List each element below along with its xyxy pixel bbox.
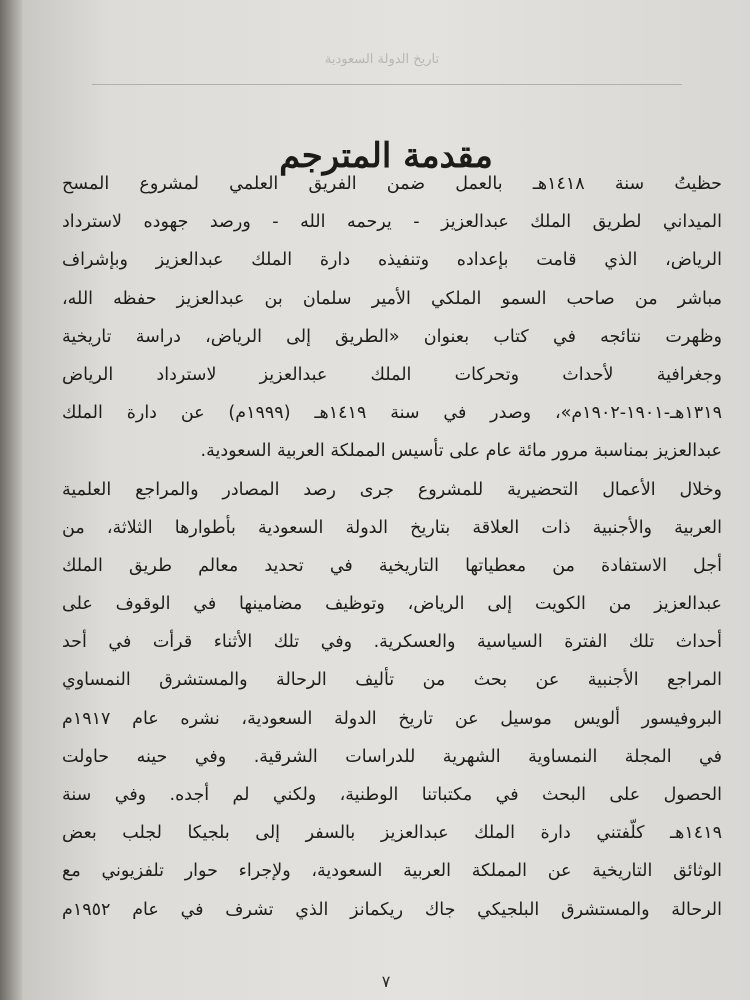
text-line: وخلال الأعمال التحضيرية للمشروع جرى رصد المصادر والمراجع العلمية xyxy=(62,479,722,500)
book-page xyxy=(22,0,750,1000)
text-line: وظهرت نتائجه في كتاب بعنوان «الطريق إلى الرياض، دراسة تاريخية xyxy=(62,326,722,347)
text-line: الرحالة والمستشرق البلجيكي جاك ريكمانز الذي تشرف في عام ١٩٥٢م xyxy=(62,899,722,920)
text-line: أحداث تلك الفترة السياسية والعسكرية. وفي تلك الأثناء قرأت في أحد xyxy=(62,632,722,653)
page-number: ٧ xyxy=(381,972,391,991)
text-line: وجغرافية لأحداث وتحركات الملك عبدالعزيز لاسترداد الرياض xyxy=(62,364,722,385)
text-line: عبدالعزيز بمناسبة مرور مائة عام على تأسيس المملكة العربية السعودية. xyxy=(200,441,722,462)
text-line: حظيتُ سنة ١٤١٨هـ بالعمل ضمن الفريق العلمي لمشروع المسح xyxy=(62,174,722,194)
header-rule xyxy=(92,84,682,85)
running-header: تاريخ الدولة السعودية xyxy=(324,52,440,67)
text-line: العربية والأجنبية ذات العلاقة بتاريخ الدولة السعودية بأطوارها الثلاثة، من xyxy=(62,517,722,538)
text-line: ١٤١٩هـ كلّفتني دارة الملك عبدالعزيز بالسفر إلى بلجيكا لجلب بعض xyxy=(62,823,722,844)
text-line: الرياض، الذي قامت بإعداده وتنفيذه دارة الملك عبدالعزيز وبإشراف xyxy=(62,250,722,271)
text-line: عبدالعزيز من الكويت إلى الرياض، وتوظيف مضامينها في الوقوف على xyxy=(62,594,722,615)
text-line: أجل الاستفادة من معطياتها التاريخية في تحديد معالم طريق الملك xyxy=(62,555,722,576)
body-paragraph xyxy=(62,165,722,929)
text-line: الحصول على البحث في مكتباتنا الوطنية، ولكني لم أجده. وفي سنة xyxy=(62,785,722,805)
text-line: الميداني لطريق الملك عبدالعزيز - يرحمه الله - ورصد جهوده لاسترداد xyxy=(62,212,722,233)
text-line: المراجع الأجنبية عن بحث من تأليف الرحالة والمستشرق النمساوي xyxy=(62,670,722,691)
text-line: البروفيسور ألويس موسيل عن تاريخ الدولة السعودية، نشره عام ١٩١٧م xyxy=(62,708,722,729)
text-line: مباشر من صاحب السمو الملكي الأمير سلمان بن عبدالعزيز حفظه الله، xyxy=(62,288,722,309)
text-line: في المجلة النمساوية الشهرية للدراسات الشرقية. وفي حينه حاولت xyxy=(62,746,722,767)
chapter-title: مقدمة المترجم xyxy=(279,135,493,176)
text-line: ١٣١٩هـ-١٩٠١-١٩٠٢م»، وصدر في سنة ١٤١٩هـ (١٩٩٩م) عن دارة الملك xyxy=(62,403,722,424)
text-line: الوثائق التاريخية عن المملكة العربية السعودية، ولإجراء حوار تلفزيوني مع xyxy=(62,861,722,882)
